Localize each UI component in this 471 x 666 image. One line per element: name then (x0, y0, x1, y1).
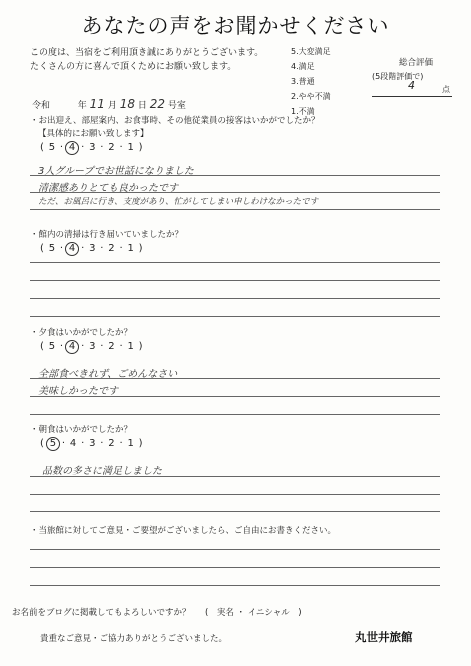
total-score-unit: 点 (442, 85, 450, 94)
answer-line (30, 316, 440, 317)
scale-item: 1.不満 (291, 107, 315, 116)
rating-option[interactable]: 1 (127, 243, 134, 254)
stay-date-row[interactable] (32, 97, 186, 111)
scale-item: 3.普通 (291, 77, 315, 86)
day-label: 日 (137, 101, 147, 111)
rating-scale-legend (291, 44, 331, 119)
rating-option[interactable]: 2 (108, 142, 115, 153)
rating-option[interactable]: 2 (108, 243, 115, 254)
question-service-sub: 【具体的にお願い致します】 (38, 129, 149, 139)
year-label: 年 (77, 101, 87, 111)
blog-permission-question: お名前をブログに掲載してもよろしいですか？ (12, 608, 191, 618)
handwritten-answer: ただ、お風呂に行き、支度があり、忙がしてしまい申しわけなかったです (38, 197, 319, 207)
rating-option[interactable]: 3 (89, 438, 96, 449)
blog-permission-options[interactable]: ( 実名 ・ イニシャル ) (205, 608, 302, 618)
rating-row-breakfast[interactable]: ( 5 · 4 · 3 · 2 · 1 ) (40, 438, 143, 449)
rating-option-selected[interactable]: 4 (65, 340, 79, 354)
question-breakfast: ・朝食はいかがでしたか？ (30, 425, 133, 435)
question-service: ・お出迎え、部屋案内、お食事時、その他従業員の接客はいかがでしたか？ (30, 116, 320, 126)
handwritten-answer: 3人グループでお世話になりました (38, 166, 194, 177)
total-score-value: 4 (408, 79, 415, 92)
question-comments: ・当旅館に対してご意見・ご要望がございましたら、ご自由にお書きください。 (30, 526, 337, 536)
answer-line (30, 494, 440, 495)
answer-line (30, 280, 440, 281)
rating-row-dinner[interactable]: ( 5 · 4 · 3 · 2 · 1 ) (40, 341, 143, 352)
room-label: 号室 (167, 101, 186, 111)
inn-name: 丸世井旅館 (355, 630, 413, 644)
room-value: 22 (149, 97, 166, 111)
answer-line (30, 414, 440, 415)
scale-item: 4.満足 (291, 62, 315, 71)
rating-option-selected[interactable]: 4 (65, 242, 79, 256)
rating-option[interactable]: 1 (127, 341, 134, 352)
rating-option[interactable]: 3 (89, 341, 96, 352)
intro-line: たくさんの方に喜んで頂くためにお願い致します。 (30, 62, 237, 72)
answer-line (30, 511, 440, 512)
total-rating-subheading: (5段階評価で) (372, 72, 424, 81)
answer-line (30, 298, 440, 299)
rating-option[interactable]: 2 (108, 341, 115, 352)
handwritten-answer: 美味しかったです (38, 386, 118, 397)
total-rating-heading: 総合評価 (398, 58, 433, 68)
total-score-field[interactable] (372, 79, 452, 97)
rating-option[interactable]: 5 (48, 341, 56, 352)
rating-option[interactable]: 3 (89, 142, 96, 153)
rating-row-cleaning[interactable]: ( 5 · 4 · 3 · 2 · 1 ) (40, 243, 143, 254)
handwritten-answer: 全部食べきれず、ごめんなさい (38, 369, 178, 380)
answer-line (30, 585, 440, 586)
rating-option[interactable]: 3 (89, 243, 96, 254)
month-value: 11 (89, 97, 105, 111)
intro-text (30, 46, 285, 74)
answer-line (30, 549, 440, 550)
question-cleaning: ・館内の清掃は行き届いていましたか？ (30, 230, 184, 240)
scale-item: 5.大変満足 (291, 47, 331, 56)
handwritten-answer: 清潔感ありとても良かったです (38, 183, 178, 194)
intro-line: この度は、当宿をご利用頂き誠にありがとうございます。 (30, 48, 264, 58)
handwritten-answer: 品数の多さに満足しました (42, 466, 162, 477)
rating-option-selected[interactable]: 4 (65, 141, 79, 155)
answer-line (30, 567, 440, 568)
rating-option[interactable]: 5 (48, 243, 56, 254)
page-title: あなたの声をお聞かせください (81, 14, 390, 38)
question-dinner: ・夕食はいかがでしたか？ (30, 328, 133, 338)
rating-option-selected[interactable]: 5 (46, 437, 60, 451)
thanks-text: 貴重なご意見・ご協力ありがとうございました。 (40, 634, 228, 644)
answer-line (30, 209, 440, 210)
rating-row-service[interactable]: ( 5 · 4 · 3 · 2 · 1 ) (40, 142, 143, 153)
month-label: 月 (107, 101, 117, 111)
answer-line (30, 262, 440, 263)
era-label: 令和 (32, 101, 51, 111)
rating-option[interactable]: 5 (48, 142, 56, 153)
scale-item: 2.やや不満 (291, 92, 331, 101)
rating-option[interactable]: 1 (127, 142, 134, 153)
rating-option[interactable]: 2 (108, 438, 115, 449)
rating-option[interactable]: 4 (69, 438, 77, 449)
day-value: 18 (119, 97, 135, 111)
rating-option[interactable]: 1 (127, 438, 134, 449)
